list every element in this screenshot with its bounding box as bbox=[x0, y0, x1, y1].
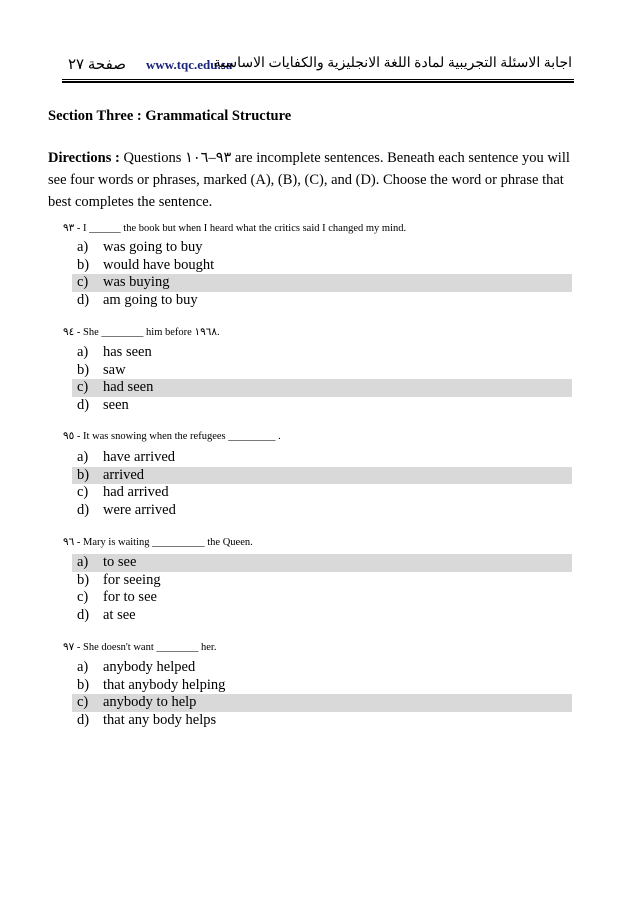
option-letter: a) bbox=[77, 449, 89, 465]
option-d[interactable] bbox=[72, 397, 572, 415]
question-93: ٩٣ - I ______ the book but when I heard what the critics said I changed my mind. bbox=[63, 223, 407, 234]
option-letter: d) bbox=[77, 711, 90, 728]
option-letter: c) bbox=[77, 484, 89, 501]
option-letter: b) bbox=[77, 256, 90, 273]
option-letter: d) bbox=[77, 291, 90, 308]
directions-label: Directions : bbox=[48, 150, 120, 166]
option-d[interactable] bbox=[72, 712, 572, 730]
option-c-selected[interactable] bbox=[72, 694, 572, 712]
option-b[interactable] bbox=[72, 677, 572, 695]
option-b-selected[interactable] bbox=[72, 467, 572, 485]
option-c[interactable] bbox=[72, 589, 572, 607]
header-title: اجابة الاسئلة التجريبية لمادة اللغة الانجليزية والكفايات الاساسية bbox=[213, 56, 572, 71]
question-97: ٩٧ - She doesn't want ________ her. bbox=[63, 642, 217, 653]
options-95 bbox=[72, 449, 572, 519]
option-text: seen bbox=[103, 396, 129, 413]
page-header bbox=[62, 52, 574, 78]
option-b[interactable] bbox=[72, 572, 572, 590]
option-text: was buying bbox=[103, 274, 170, 291]
option-text: were arrived bbox=[103, 501, 176, 518]
option-text: would have bought bbox=[103, 256, 215, 273]
option-a-selected[interactable] bbox=[72, 554, 572, 572]
option-text: arrived bbox=[103, 466, 145, 483]
option-d[interactable] bbox=[72, 607, 572, 625]
option-letter: b) bbox=[77, 466, 90, 483]
option-text: that anybody helping bbox=[103, 676, 226, 693]
option-text: had arrived bbox=[103, 484, 169, 501]
option-d[interactable] bbox=[72, 292, 572, 310]
website-url[interactable]: www.tqc.edu.sa bbox=[146, 57, 233, 72]
option-c-selected[interactable] bbox=[72, 274, 572, 292]
option-letter: a) bbox=[77, 239, 89, 255]
section-title: Section Three : Grammatical Structure bbox=[48, 108, 292, 124]
option-a[interactable] bbox=[72, 449, 572, 467]
option-letter: b) bbox=[77, 571, 90, 588]
options-96 bbox=[72, 554, 572, 624]
directions bbox=[48, 147, 578, 213]
options-93 bbox=[72, 239, 572, 309]
option-text: has seen bbox=[103, 344, 152, 360]
question-96: ٩٦ - Mary is waiting __________ the Queen. bbox=[63, 537, 253, 548]
option-letter: b) bbox=[77, 361, 90, 378]
option-text: for seeing bbox=[103, 571, 161, 588]
option-text: had seen bbox=[103, 379, 154, 396]
option-text: saw bbox=[103, 361, 126, 378]
option-c[interactable] bbox=[72, 484, 572, 502]
option-letter: c) bbox=[77, 694, 89, 711]
option-text: was going to buy bbox=[103, 239, 203, 255]
option-letter: c) bbox=[77, 274, 89, 291]
option-text: to see bbox=[103, 554, 137, 570]
directions-text: Questions ٩٣–١٠٦ are incomplete sentences. Beneath each sentence you will see four words or phrases, marked (A), (B), (C), and (D). Choose the word or phrase that best completes the sentence. bbox=[48, 150, 570, 210]
option-text: have arrived bbox=[103, 449, 176, 465]
header-rule bbox=[62, 79, 574, 80]
option-letter: c) bbox=[77, 379, 89, 396]
option-letter: d) bbox=[77, 501, 90, 518]
options-94 bbox=[72, 344, 572, 414]
option-a[interactable] bbox=[72, 344, 572, 362]
option-letter: c) bbox=[77, 589, 89, 606]
page-number: صفحة ٢٧ bbox=[68, 57, 126, 73]
option-letter: a) bbox=[77, 554, 89, 570]
option-text: anybody helped bbox=[103, 659, 196, 675]
option-letter: d) bbox=[77, 606, 90, 623]
option-letter: a) bbox=[77, 344, 89, 360]
option-b[interactable] bbox=[72, 362, 572, 380]
option-letter: b) bbox=[77, 676, 90, 693]
option-text: am going to buy bbox=[103, 291, 198, 308]
option-text: anybody to help bbox=[103, 694, 197, 711]
question-95: ٩٥ - It was snowing when the refugees _________ . bbox=[63, 431, 281, 442]
option-text: that any body helps bbox=[103, 711, 217, 728]
option-text: for to see bbox=[103, 589, 157, 606]
option-c-selected[interactable] bbox=[72, 379, 572, 397]
option-a[interactable] bbox=[72, 239, 572, 257]
options-97 bbox=[72, 659, 572, 729]
option-text: at see bbox=[103, 606, 136, 623]
option-d[interactable] bbox=[72, 502, 572, 520]
question-94: ٩٤ - She ________ him before ١٩٦٨. bbox=[63, 327, 220, 338]
option-a[interactable] bbox=[72, 659, 572, 677]
option-letter: a) bbox=[77, 659, 89, 675]
header-rule-thick bbox=[62, 81, 574, 83]
option-b[interactable] bbox=[72, 257, 572, 275]
option-letter: d) bbox=[77, 396, 90, 413]
